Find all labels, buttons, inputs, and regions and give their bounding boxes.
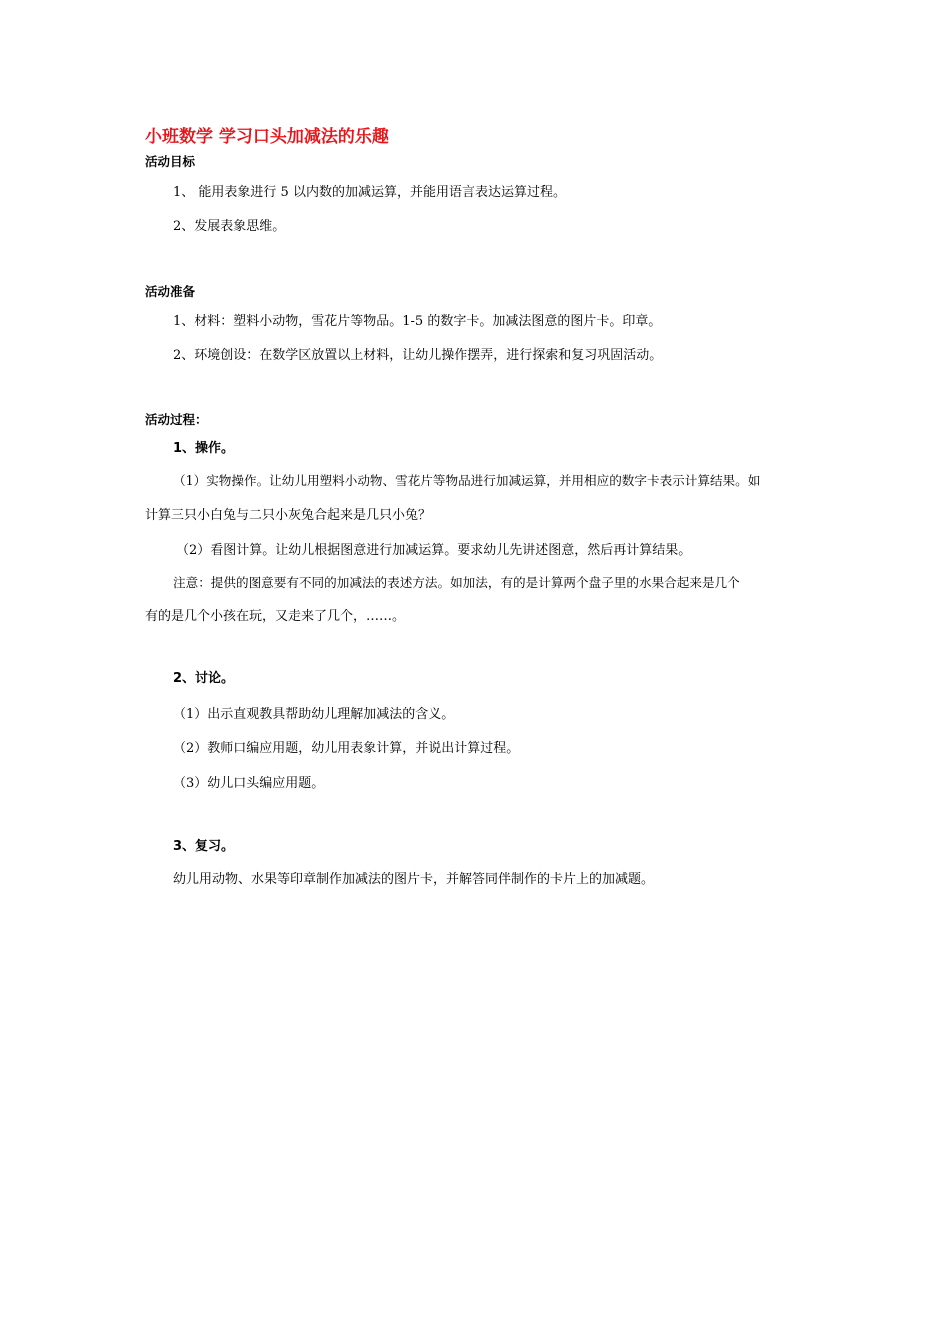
process-heading: 活动过程：	[145, 412, 208, 427]
preparation-heading: 活动准备	[145, 284, 196, 299]
section-operation-title: 1、操作。	[173, 441, 235, 456]
section-discussion-title: 2、讨论。	[173, 671, 235, 686]
operation-paragraph-1-line-1: （1）实物操作。让幼儿用塑料小动物、雪花片等物品进行加减运算，并用相应的数字卡表示计算结果。如	[173, 473, 761, 488]
goals-item-1: 1、 能用表象进行 5 以内数的加减运算，并能用语言表达运算过程。	[173, 185, 566, 200]
goals-item-2: 2、发展表象思维。	[173, 219, 286, 234]
operation-paragraph-2: （2）看图计算。让幼儿根据图意进行加减运算。要求幼儿先讲述图意，然后再计算结果。	[176, 543, 692, 558]
operation-paragraph-1-line-2: 计算三只小白兔与二只小灰兔合起来是几只小兔？	[145, 508, 432, 523]
section-review-title: 3、复习。	[173, 839, 235, 854]
preparation-item-1: 1、材料：塑料小动物，雪花片等物品。1-5 的数字卡。加减法图意的图片卡。印章。	[173, 314, 662, 329]
preparation-item-2: 2、环境创设：在数学区放置以上材料，让幼儿操作摆弄，进行探索和复习巩固活动。	[173, 348, 663, 363]
discussion-item-2: （2）教师口编应用题，幼儿用表象计算，并说出计算过程。	[173, 741, 520, 756]
review-text: 幼儿用动物、水果等印章制作加减法的图片卡，并解答同伴制作的卡片上的加减题。	[173, 872, 655, 887]
operation-note-line-2: 有的是几个小孩在玩，又走来了几个，……。	[145, 609, 406, 624]
operation-note-line-1: 注意：提供的图意要有不同的加减法的表述方法。如加法，有的是计算两个盘子里的水果合起来是几个	[173, 575, 740, 590]
goals-heading: 活动目标	[145, 154, 196, 169]
document-title: 小班数学 学习口头加减法的乐趣	[145, 127, 389, 147]
discussion-item-3: （3）幼儿口头编应用题。	[173, 776, 325, 791]
discussion-item-1: （1）出示直观教具帮助幼儿理解加减法的含义。	[173, 707, 455, 722]
